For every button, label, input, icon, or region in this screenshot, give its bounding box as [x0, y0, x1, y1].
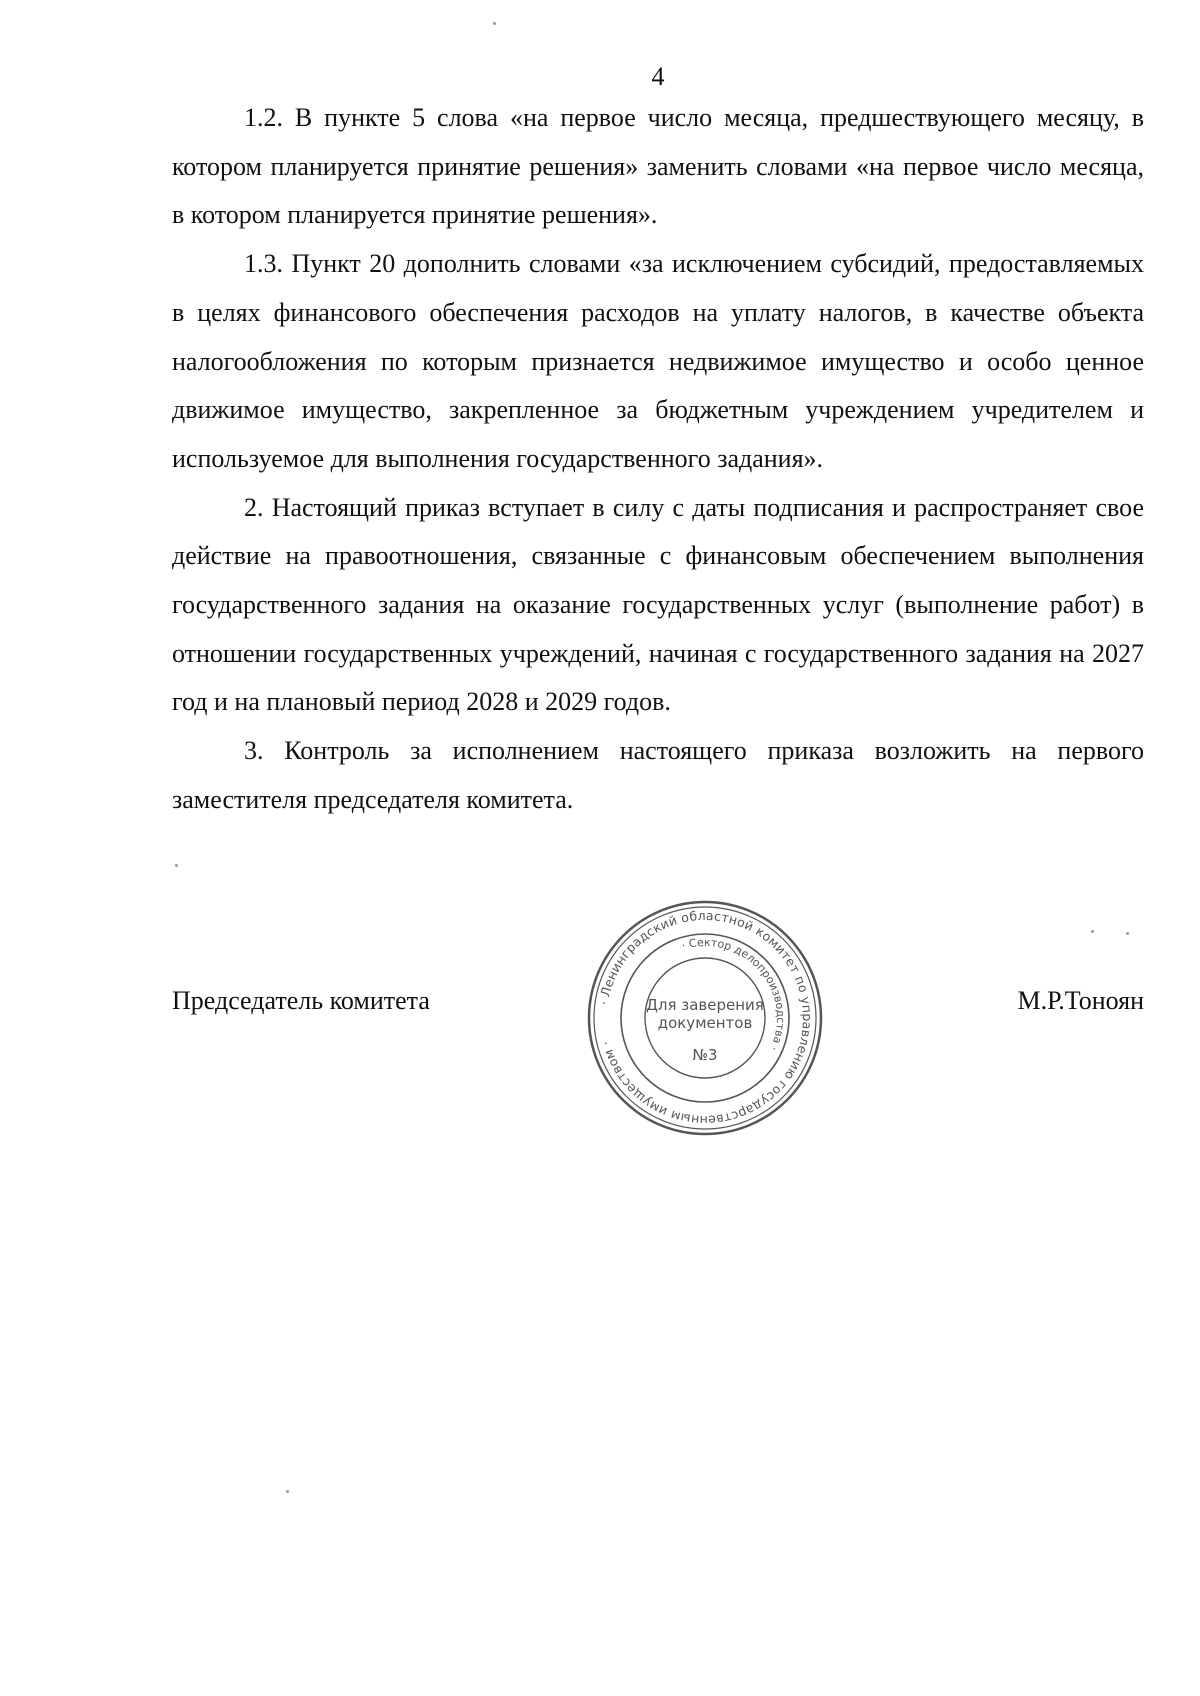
stamp-seal-icon — [585, 898, 825, 1138]
official-stamp — [585, 898, 825, 1138]
scan-speck — [1091, 930, 1094, 933]
page-number: 4 — [651, 62, 665, 91]
stamp-outer-text: · Ленинградский областной комитет по управлению государственным имуществом · — [595, 907, 816, 1129]
scan-speck — [493, 22, 496, 25]
signer-name: М.Р.Тоноян — [1017, 986, 1144, 1015]
paragraph-1-3: 1.3. Пункт 20 дополнить словами «за исключением субсидий, предоставляемых в целях финансового обеспечения расходов на уплату налогов, в качестве объекта налогообложения по которым признается недвижимое имущество и особо ценное движимое имущество, закрепленное за бюджетным учреждением учредителем и используемое для выполнения государственного задания». — [172, 249, 1144, 473]
paragraph-3: 3. Контроль за исполнением настоящего приказа возложить на первого заместителя председателя комитета. — [172, 736, 1144, 814]
stamp-center-line2: документов — [657, 1014, 753, 1032]
paragraph-1-2: 1.2. В пункте 5 слова «на первое число месяца, предшествующего месяцу, в котором планируется принятие решения» заменить словами «на первое число месяца, в котором планируется принятие решения». — [172, 103, 1144, 230]
signer-title: Председатель комитета — [172, 986, 430, 1015]
stamp-inner-text: · Сектор делопроизводства · — [679, 935, 788, 1053]
scan-speck — [286, 1490, 289, 1493]
svg-text:· Сектор делопроизводства · — [680, 936, 787, 1053]
document-body — [172, 94, 1144, 825]
scan-speck — [1126, 932, 1129, 935]
stamp-number: №3 — [692, 1046, 718, 1064]
paragraph-2: 2. Настоящий приказ вступает в силу с даты подписания и распространяет свое действие на правоотношения, связанные с финансовым обеспечением выполнения государственного задания на оказание государственных услуг (выполнение работ) в отношении государственных учреждений, начиная с государственного задания на 2027 год и на плановый период 2028 и 2029 годов. — [172, 492, 1144, 717]
stamp-center-line1: Для заверения — [646, 996, 764, 1014]
scan-speck — [175, 864, 178, 867]
